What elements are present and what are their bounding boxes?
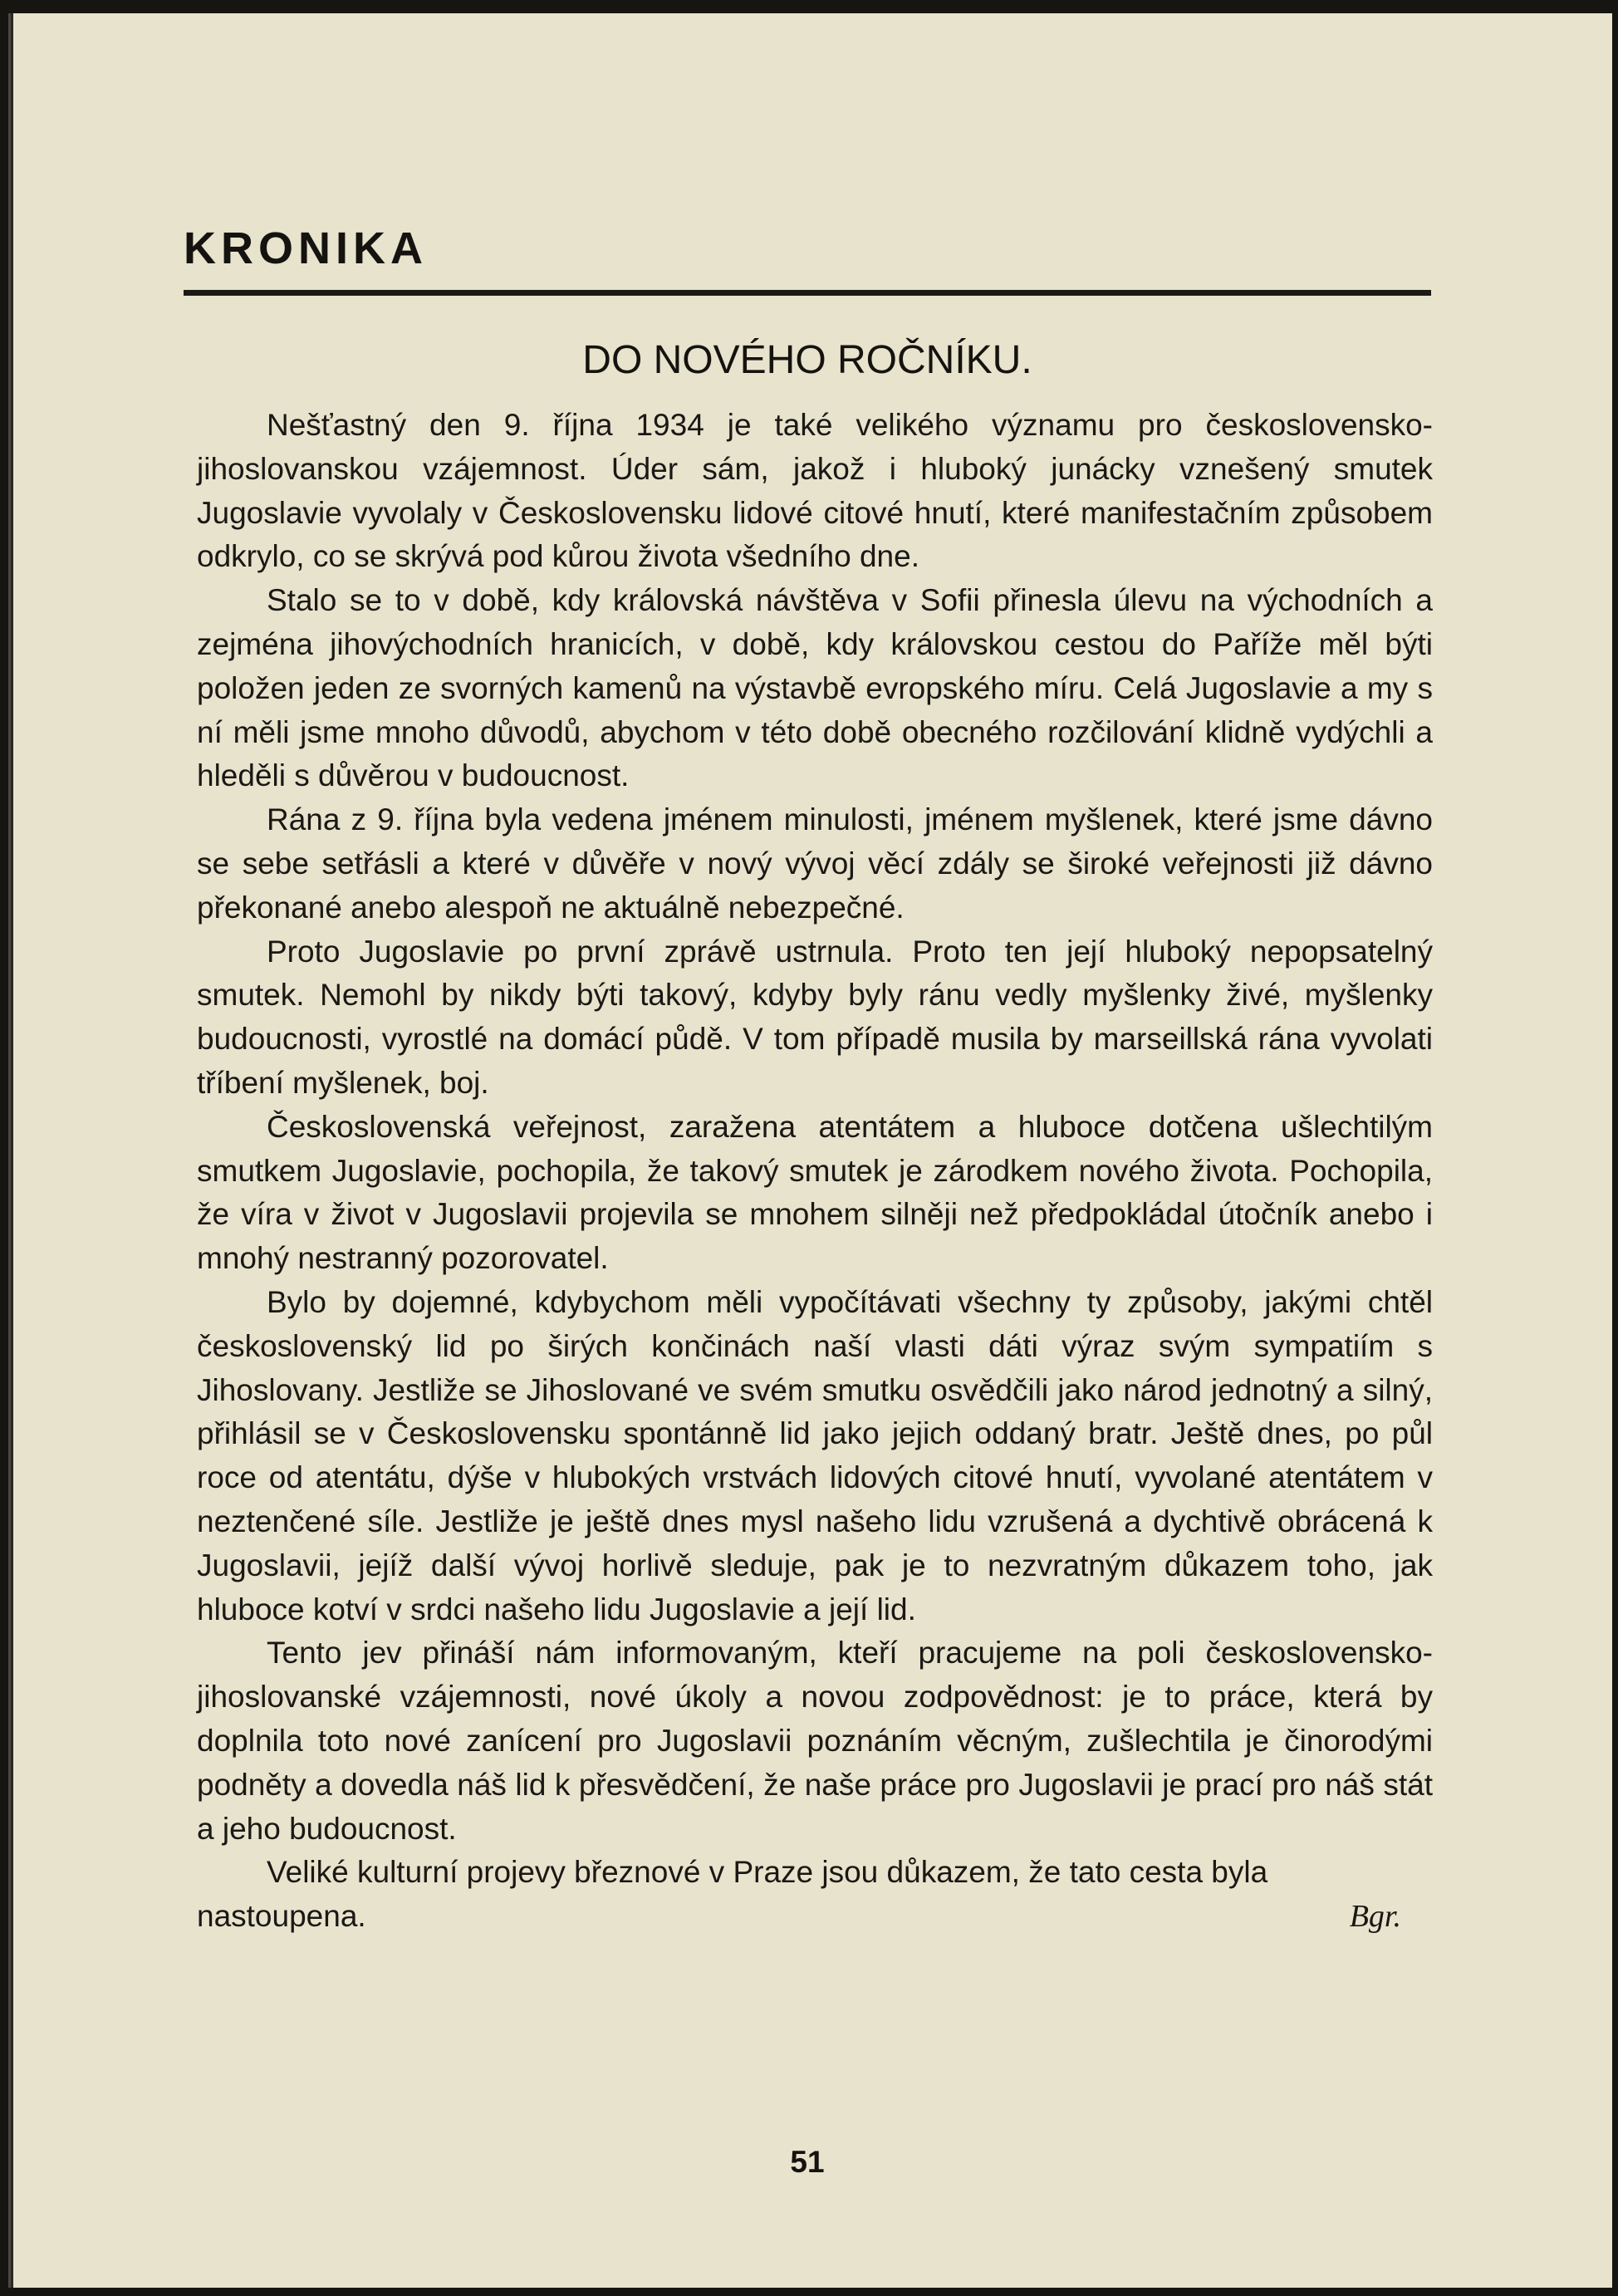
article-body (197, 404, 1433, 1939)
paragraph: Stalo se to v době, kdy královská návštěva v Sofii přinesla úlevu na východních a zejména jihovýchodních hranicích, v době, kdy královskou cestou do Paříže měl býti položen jeden ze svorných kamenů na výstavbě evropského míru. Celá Jugoslavie a my s ní měli jsme mnoho důvodů, abychom v této době obecného rozčilování klidně vydýchli a hleděli s důvěrou v budoucnost. (197, 583, 1433, 793)
paragraph: Bylo by dojemné, kdybychom měli vypočítávati všechny ty způsoby, jakými chtěl československý lid po širých končinách naší vlasti dáti výraz svým sympatiím s Jihoslovany. Jestliže se Jihoslované ve svém smutku osvědčili jako národ jednotný a silný, přihlásil se v Československu spontánně lid jako jejich oddaný bratr. Ještě dnes, po půl roce od atentátu, dýše v hlubokých vrstvách lidových citové hnutí, vyvolané atentátem v neztenčené síle. Jestliže je ještě dnes mysl našeho lidu vzrušená a dychtivě obrácená k Jugoslavii, jejíž další vývoj horlivě sleduje, pak je to nezvratným důkazem toho, jak hluboce kotví v srdci našeho lidu Jugoslavie a její lid. (197, 1284, 1433, 1626)
paragraph: Československá veřejnost, zaražena atentátem a hluboce dotčena ušlechtilým smutkem Jugoslavie, pochopila, že takový smutek je zárodkem nového života. Pochopila, že víra v život v Jugoslavii projevila se mnohem silněji než předpokládal útočník anebo i mnohý nestranný pozorovatel. (197, 1109, 1433, 1276)
page-number: 51 (790, 2145, 825, 2179)
paragraph: Nešťastný den 9. října 1934 je také velikého významu pro československo-jihoslovanskou vzájemnost. Úder sám, jakož i hluboký junácky vznešený smutek Jugoslavie vyvolaly v Československu lidové citové hnutí, které manifestačním způsobem odkrylo, co se skrývá pod kůrou života všedního dne. (197, 408, 1433, 574)
paragraph: Tento jev přináší nám informovaným, kteří pracujeme na poli československo-jihoslovanské vzájemnosti, nové úkoly a novou zodpovědnost: je to práce, která by doplnila toto nové zanícení pro Jugoslavii poznáním věcným, zušlechtila je činorodými podněty a dovedla náš lid k přesvědčení, že naše práce pro Jugoslavii je prací pro náš stát a jeho budoucnost. (197, 1636, 1433, 1846)
page-edge (11, 13, 13, 2288)
paragraph: Rána z 9. října byla vedena jménem minulosti, jménem myšlenek, které jsme dávno se sebe setřásli a které v důvěře v nový vývoj věcí zdály se široké veřejnosti již dávno překonané anebo alespoň ne aktuálně nebezpečné. (197, 802, 1433, 925)
paragraph-final (197, 1851, 1433, 1939)
page (8, 13, 1612, 2288)
author-signature: Bgr. (1349, 1899, 1401, 1935)
section-heading: KRONIKA (184, 223, 428, 273)
article-title: DO NOVÉHO ROČNÍKU. (582, 338, 1032, 382)
paragraph: Proto Jugoslavie po první zprávě ustrnula. Proto ten její hluboký nepopsatelný smutek. Nemohl by nikdy býti takový, kdyby byly ránu vedly myšlenky živé, myšlenky budoucnosti, vyrostlé na domácí půdě. V tom případě musila by marseillská rána vyvolati tříbení myšlenek, boj. (197, 934, 1433, 1100)
header-rule (184, 290, 1431, 296)
paragraph-final-text: Veliké kulturní projevy březnové v Praze jsou důkazem, že tato cesta byla nastoupena. (197, 1855, 1268, 1934)
